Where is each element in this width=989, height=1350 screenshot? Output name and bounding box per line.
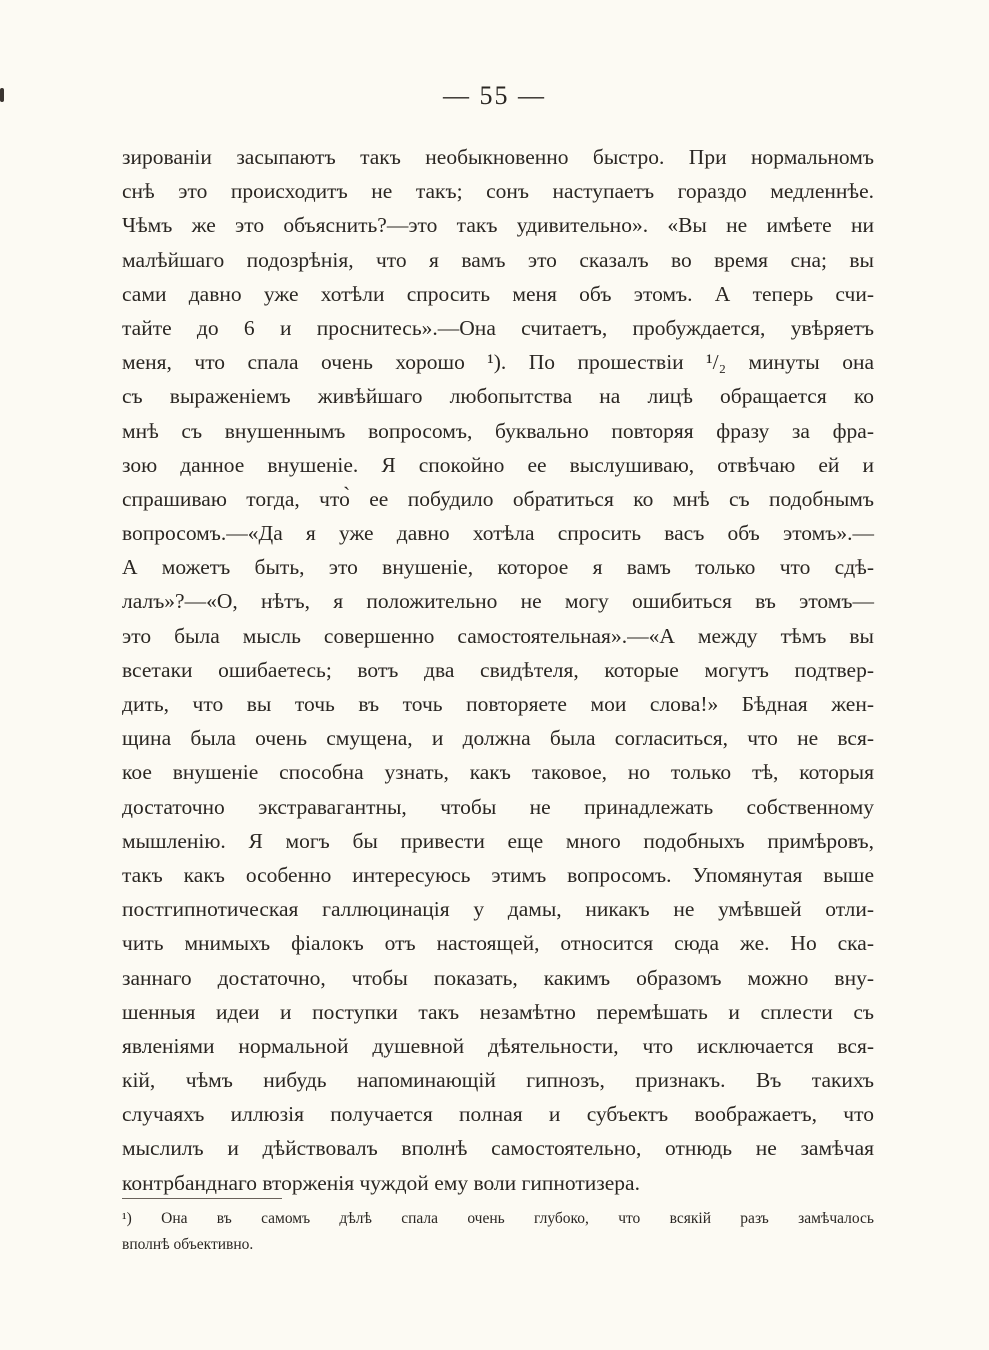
text-line: вопросомъ.—«Да я уже давно хотѣла спросить васъ объ этомъ».— (122, 521, 874, 546)
text-line: это была мысль совершенно самостоятельная».—«А между тѣмъ вы (122, 623, 874, 648)
page-number: — 55 — (443, 81, 546, 110)
text-line: постгипнотическая галлюцинація у дамы, никакъ не умѣвшей отли- (122, 897, 874, 922)
body-text (122, 140, 874, 1200)
text-line: мыслилъ и дѣйствовалъ вполнѣ самостоятельно, отнюдь не замѣчая (122, 1136, 874, 1161)
text-line: мнѣ съ внушеннымъ вопросомъ, буквально повторяя фразу за фра- (122, 418, 874, 443)
text-line: малѣйшаго подозрѣнія, что я вамъ это сказалъ во время сна; вы (122, 247, 874, 272)
text-line: спрашиваю тогда, что̀ ее побудило обратиться ко мнѣ съ подобнымъ (122, 486, 874, 511)
footnote-line: ¹) Она въ самомъ дѣлѣ спала очень глубоко, что всякій разъ замѣчалось (122, 1210, 874, 1227)
text-line: съ выраженіемъ живѣйшаго любопытства на лицѣ обращается ко (122, 384, 874, 409)
footnote-line: вполнѣ объективно. (122, 1236, 254, 1253)
text-line: достаточно экстравагантны, чтобы не принадлежать собственному (122, 794, 874, 819)
text-line: кій, чѣмъ нибудь напоминающій гипнозъ, признакъ. Въ такихъ (122, 1068, 874, 1093)
text-line: всетаки ошибаетесь; вотъ два свидѣтеля, которые могутъ подтвер- (122, 657, 874, 682)
text-line: шенныя идеи и поступки такъ незамѣтно перемѣшать и сплести съ (122, 999, 874, 1024)
footnote-rule (122, 1198, 282, 1199)
text-line: заннаго достаточно, чтобы показать, какимъ образомъ можно вну- (122, 965, 874, 990)
text-line: дить, что вы точь въ точь повторяете мои слова!» Бѣдная жен- (122, 692, 874, 716)
text-line: такъ какъ особенно интересуюсь этимъ вопросомъ. Упомянутая выше (122, 862, 874, 887)
text-line: явленіями нормальной душевной дѣятельности, что исключается вся- (122, 1033, 874, 1058)
text-line: сами давно уже хотѣли спросить меня объ этомъ. А теперь счи- (122, 281, 874, 306)
text-line: А можетъ быть, это внушеніе, которое я вамъ только что сдѣ- (122, 555, 874, 580)
text-line: мышленію. Я могъ бы привести еще много подобныхъ примѣровъ, (122, 828, 874, 853)
text-line: случаяхъ иллюзія получается полная и субъектъ воображаетъ, что (122, 1102, 874, 1127)
text-line: зою данное внушеніе. Я спокойно ее выслушиваю, отвѣчаю ей и (122, 452, 874, 477)
text-line: щина была очень смущена, и должна была согласиться, что не вся- (122, 726, 874, 751)
text-line: лалъ»?—«О, нѣтъ, я положительно не могу ошибиться въ этомъ— (122, 589, 874, 614)
text-line: меня, что спала очень хорошо ¹). По прошествіи ¹/₂ минуты она (122, 350, 874, 375)
text-line: контрбанднаго вторженія чуждой ему воли гипнотизера. (122, 1170, 640, 1195)
text-line: снѣ это происходитъ не такъ; сонъ наступаетъ гораздо медленнѣе. (122, 179, 874, 204)
text-line: Чѣмъ же это объяснить?—это такъ удивительно». «Вы не имѣете ни (122, 213, 874, 238)
footnote (122, 1206, 874, 1258)
text-line: кое внушеніе способна узнать, какъ таковое, но только тѣ, которыя (122, 760, 874, 785)
text-line: зированіи засыпаютъ такъ необыкновенно быстро. При нормальномъ (122, 145, 874, 169)
text-line: чить мнимыхъ фіалокъ отъ настоящей, относится сюда же. Но ска- (122, 931, 874, 956)
text-line: тайте до 6 и проснитесь».—Она считаетъ, пробуждается, увѣряетъ (122, 315, 874, 340)
